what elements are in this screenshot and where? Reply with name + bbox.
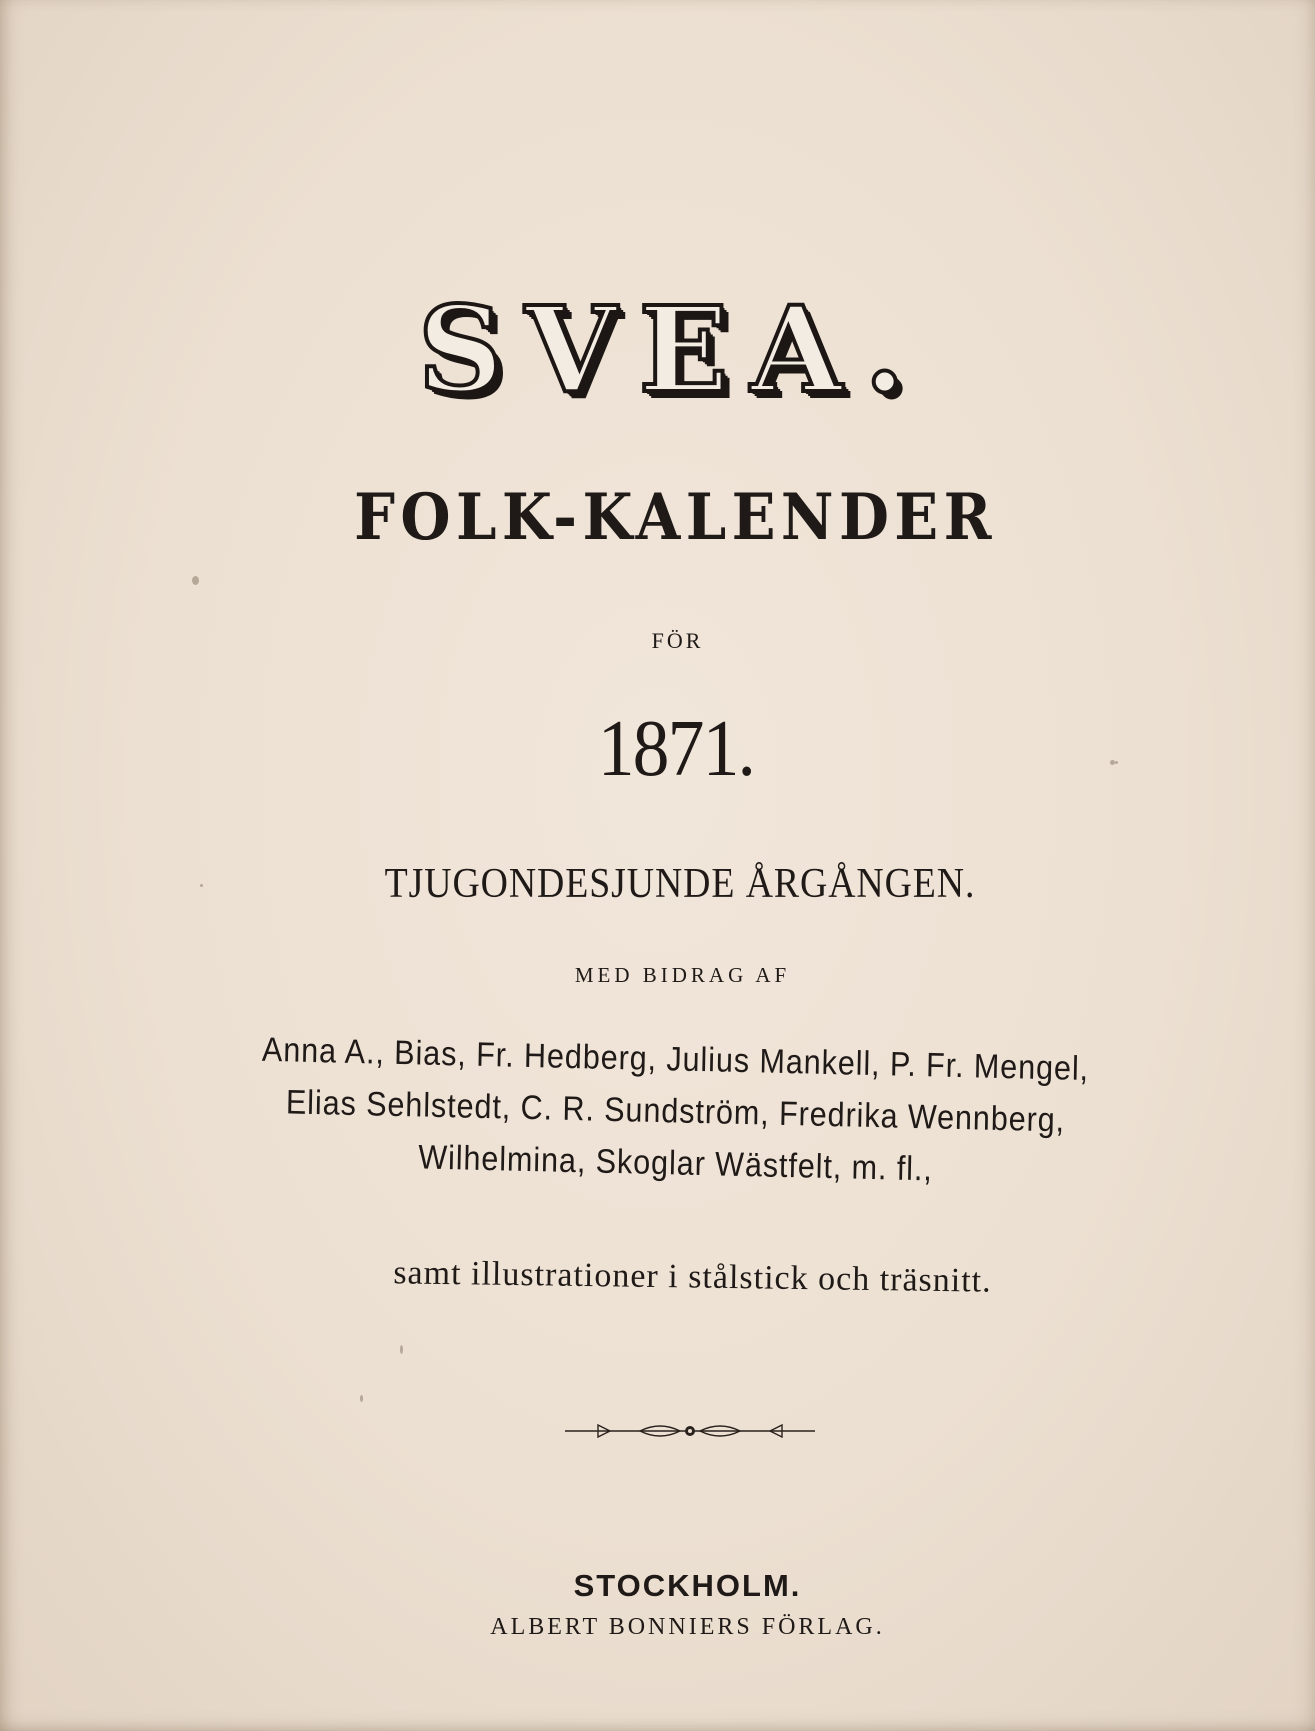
divider-ornament-icon	[560, 1418, 820, 1444]
page-subtitle: FOLK-KALENDER	[354, 480, 997, 555]
for-label: FÖR	[651, 628, 704, 653]
paper-speck	[360, 1395, 363, 1402]
publication-city: STOCKHOLM.	[573, 1568, 802, 1603]
page-title: SVEA.	[417, 280, 928, 419]
contributors-line-1: Anna A., Bias, Fr. Hedberg, Julius Mankell, P. Fr. Mengel,	[261, 1030, 1090, 1089]
contributors-line-3: Wilhelmina, Skoglar Wästfelt, m. fl.,	[417, 1138, 934, 1189]
paper-speck	[192, 576, 199, 585]
contributors-line-2: Elias Sehlstedt, C. R. Sundström, Fredrika Wennberg,	[285, 1083, 1066, 1140]
year: 1871.	[597, 705, 755, 793]
paper-speck	[400, 1345, 403, 1354]
paper-speck	[1115, 761, 1118, 764]
illustrations-note: samt illustrationer i stålstick och träsnitt.	[393, 1254, 992, 1300]
publisher: ALBERT BONNIERS FÖRLAG.	[490, 1614, 885, 1640]
contributors-label: MED BIDRAG AF	[574, 963, 791, 987]
paper-speck	[200, 884, 203, 887]
edition-label: TJUGONDESJUNDE ÅRGÅNGEN.	[384, 861, 976, 907]
